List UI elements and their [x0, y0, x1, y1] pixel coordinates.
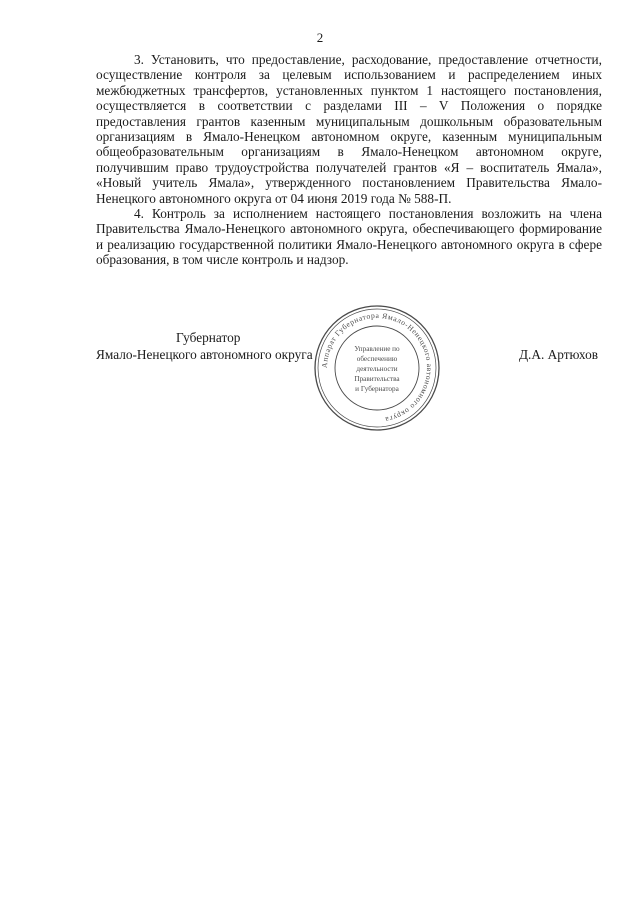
seal-inner-line: деятельности [356, 365, 398, 373]
seal-ring-text: Аппарат Губернатора Ямало-Ненецкого автономного округа [319, 310, 435, 425]
page-number: 2 [316, 30, 324, 45]
document-body [96, 52, 602, 268]
signer-position-region: Ямало-Ненецкого автономного округа [96, 347, 313, 362]
paragraph-4: 4. Контроль за исполнением настоящего постановления возложить на члена Правительства Ямало-Ненецкого автономного округа, обеспечивающего формирование и реализацию государственной политики Ямало-Ненецкого автономного округа в сфере образования, в том числе контроль и надзор. [96, 206, 602, 268]
seal-inner-line: и Губернатора [355, 385, 399, 393]
signer-position-title: Губернатор [176, 330, 241, 345]
seal-inner-line: Правительства [354, 375, 400, 383]
seal-inner-line: обеспечению [356, 355, 398, 363]
paragraph-3: 3. Установить, что предоставление, расходование, предоставление отчетности, осуществление контроля за целевым использованием и распределением иных межбюджетных трансфертов, установленных пунктом 1 настоящего постановления, осуществляется в соответствии с разделами III – V Положения о порядке предоставления грантов казенным муниципальным дошкольным образовательным организациям в Ямало-Ненецком автономном округе, казенным муниципальным общеобразовательным организациям в Ямало-Ненецком автономном округе, получившим право трудоустройства получателей грантов «Я – воспитатель Ямала», «Новый учитель Ямала», утвержденного постановлением Правительства Ямало-Ненецкого автономного округа от 04 июня 2019 года № 588-П. [96, 52, 602, 206]
signer-name: Д.А. Артюхов [518, 347, 598, 362]
official-seal-stamp [312, 303, 442, 433]
seal-inner-line: Управление по [354, 345, 400, 353]
